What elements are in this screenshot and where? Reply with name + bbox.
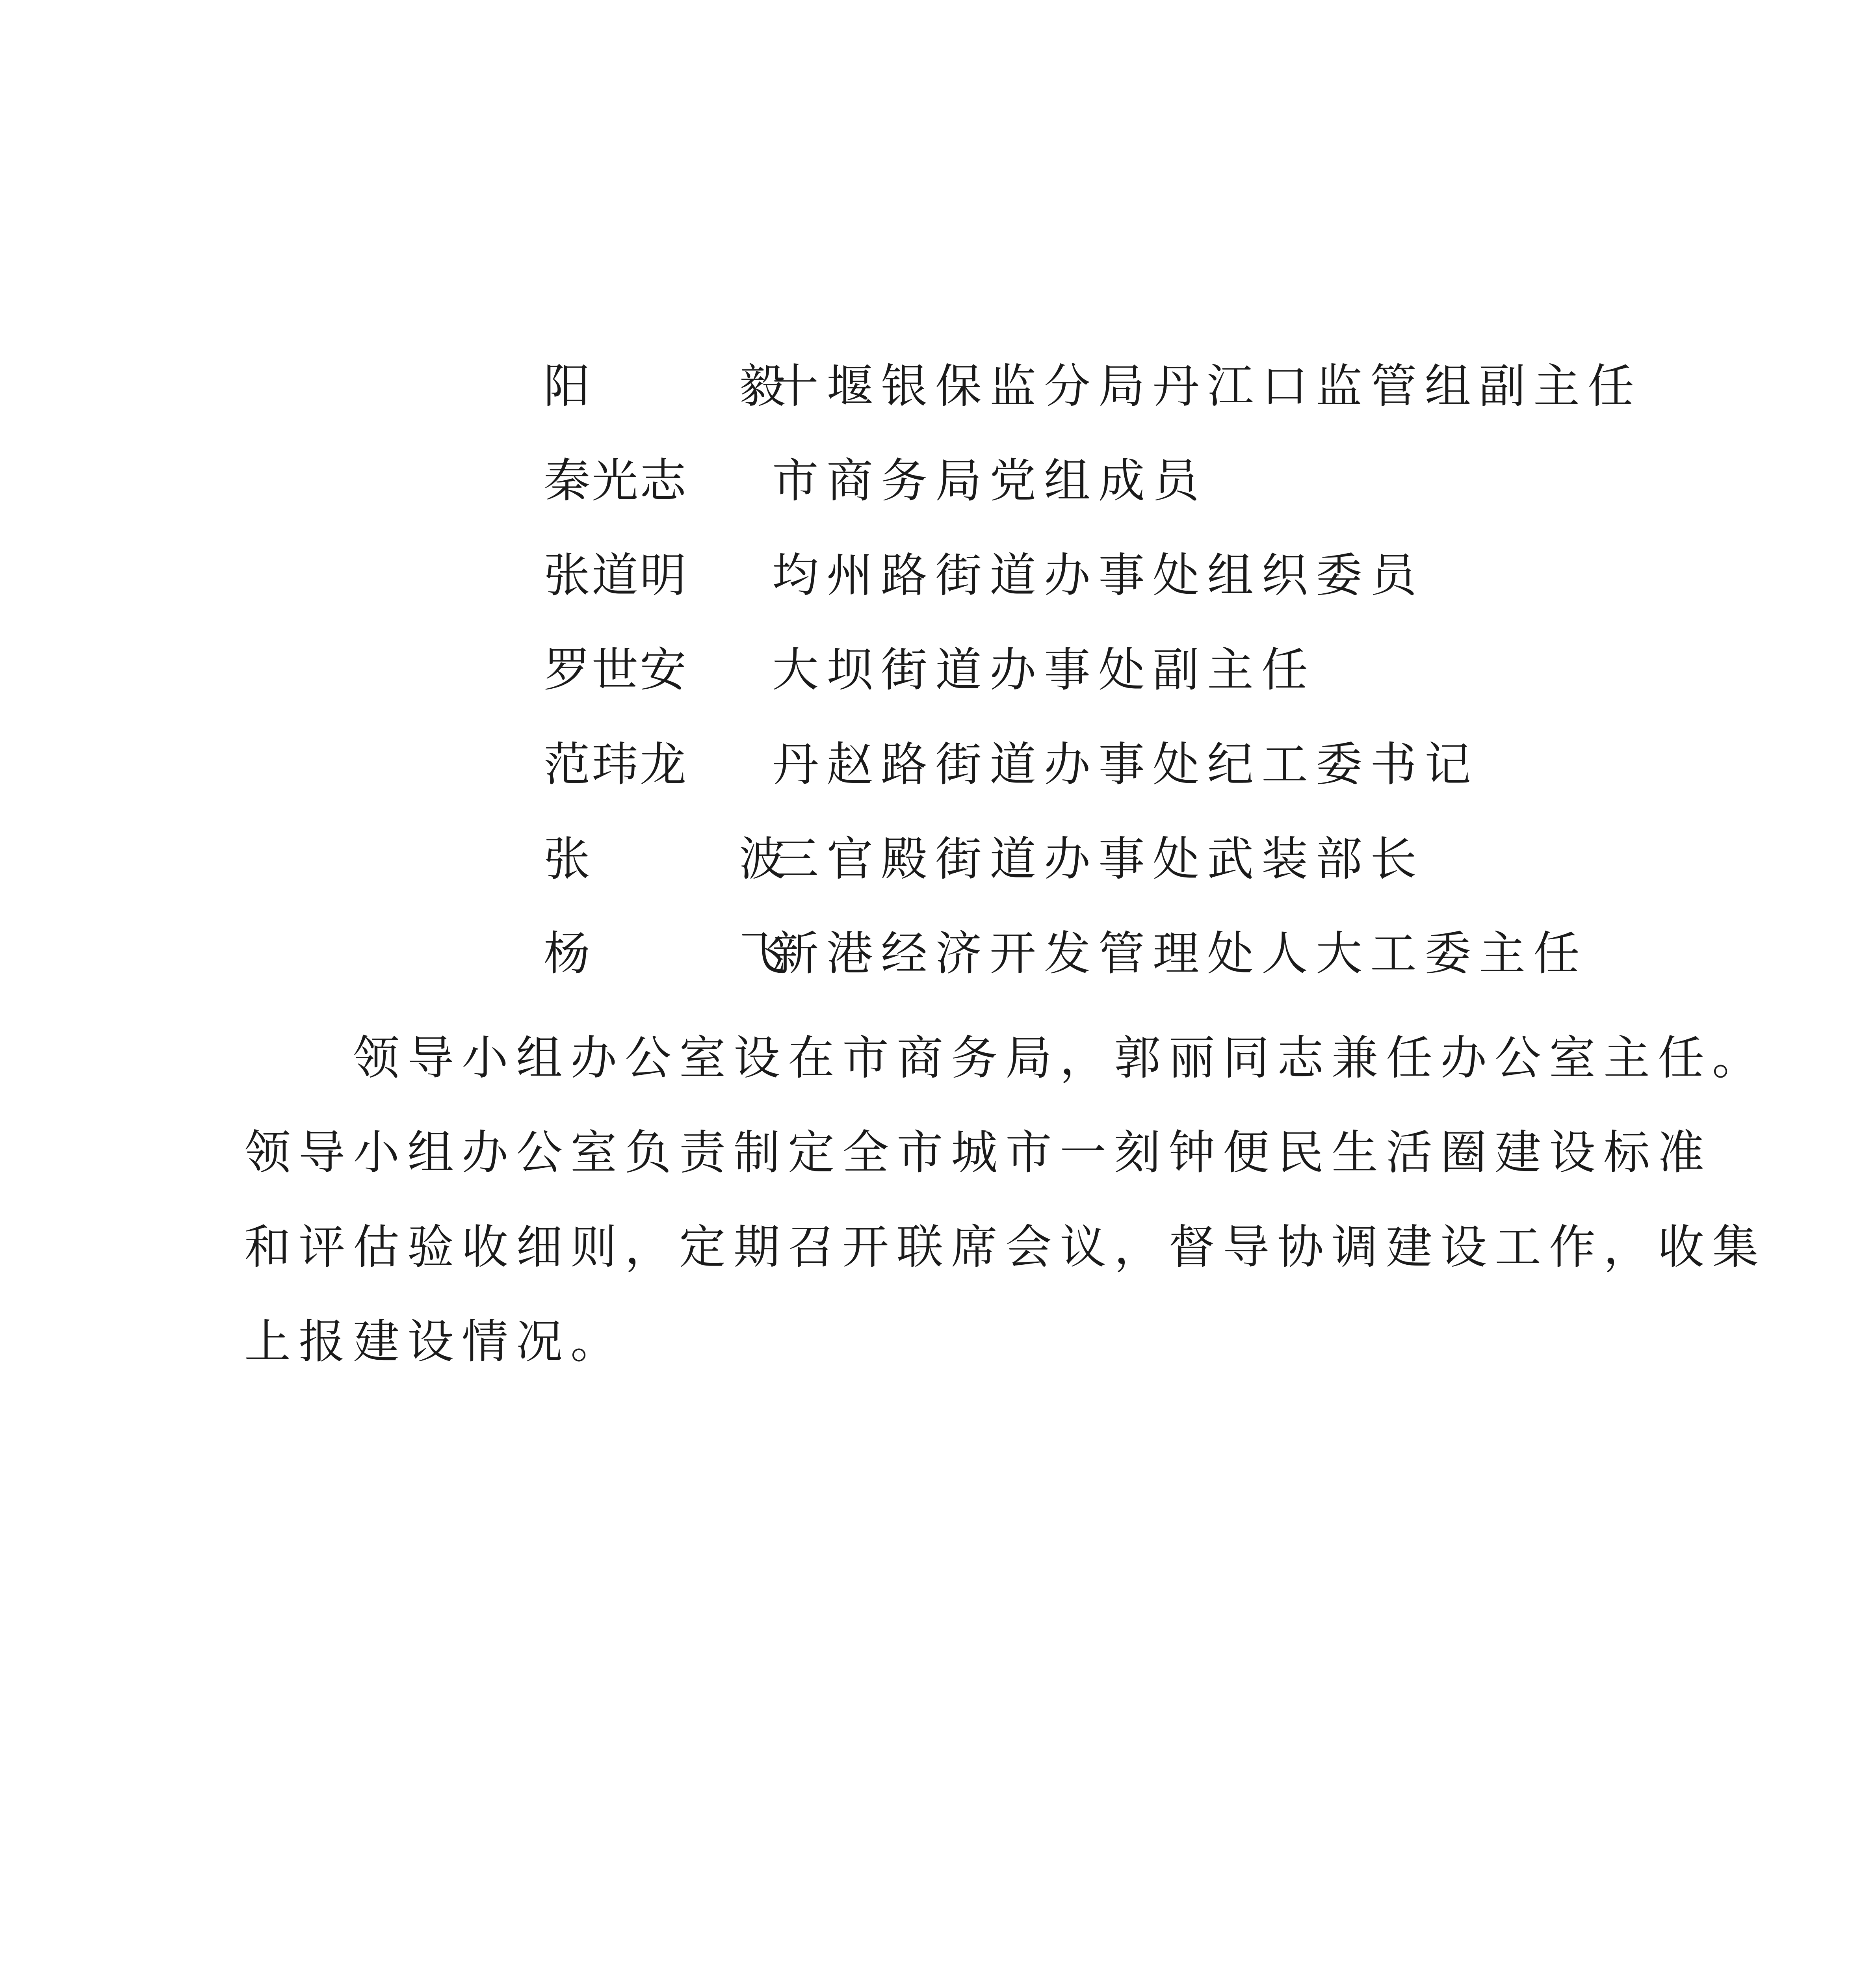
member-title: 均州路街道办事处组织委员 <box>772 548 1425 602</box>
member-title: 大坝街道办事处副主任 <box>772 643 1316 697</box>
member-name: 阳 毅 <box>544 359 837 413</box>
paragraph-line: 上报建设情况。 <box>244 1314 625 1369</box>
member-name: 张 波 <box>544 832 837 886</box>
member-name: 秦光志 <box>544 453 688 508</box>
member-row <box>0 339 1876 433</box>
member-title: 丹赵路街道办事处纪工委书记 <box>772 737 1479 792</box>
member-row <box>0 433 1876 528</box>
paragraph-line: 和评估验收细则，定期召开联席会议，督导协调建设工作，收集 <box>244 1220 1767 1274</box>
paragraph-line: 领导小组办公室设在市商务局，郭丽同志兼任办公室主任。 <box>353 1031 1767 1085</box>
member-title: 十堰银保监分局丹江口监管组副主任 <box>772 359 1642 413</box>
member-name: 张道明 <box>544 548 688 602</box>
member-row <box>0 717 1876 812</box>
member-title: 新港经济开发管理处人大工委主任 <box>772 926 1588 981</box>
member-title: 市商务局党组成员 <box>772 453 1207 508</box>
member-row <box>0 812 1876 906</box>
member-row <box>0 528 1876 623</box>
member-name: 杨 飞 <box>544 926 837 981</box>
paragraph-line: 领导小组办公室负责制定全市城市一刻钟便民生活圈建设标准 <box>244 1125 1713 1180</box>
member-title: 三官殿街道办事处武装部长 <box>772 832 1425 886</box>
member-row <box>0 906 1876 1001</box>
office-description-paragraph <box>244 1011 1767 1389</box>
member-row <box>0 623 1876 717</box>
member-name: 范玮龙 <box>544 737 688 792</box>
member-name: 罗世安 <box>544 643 688 697</box>
